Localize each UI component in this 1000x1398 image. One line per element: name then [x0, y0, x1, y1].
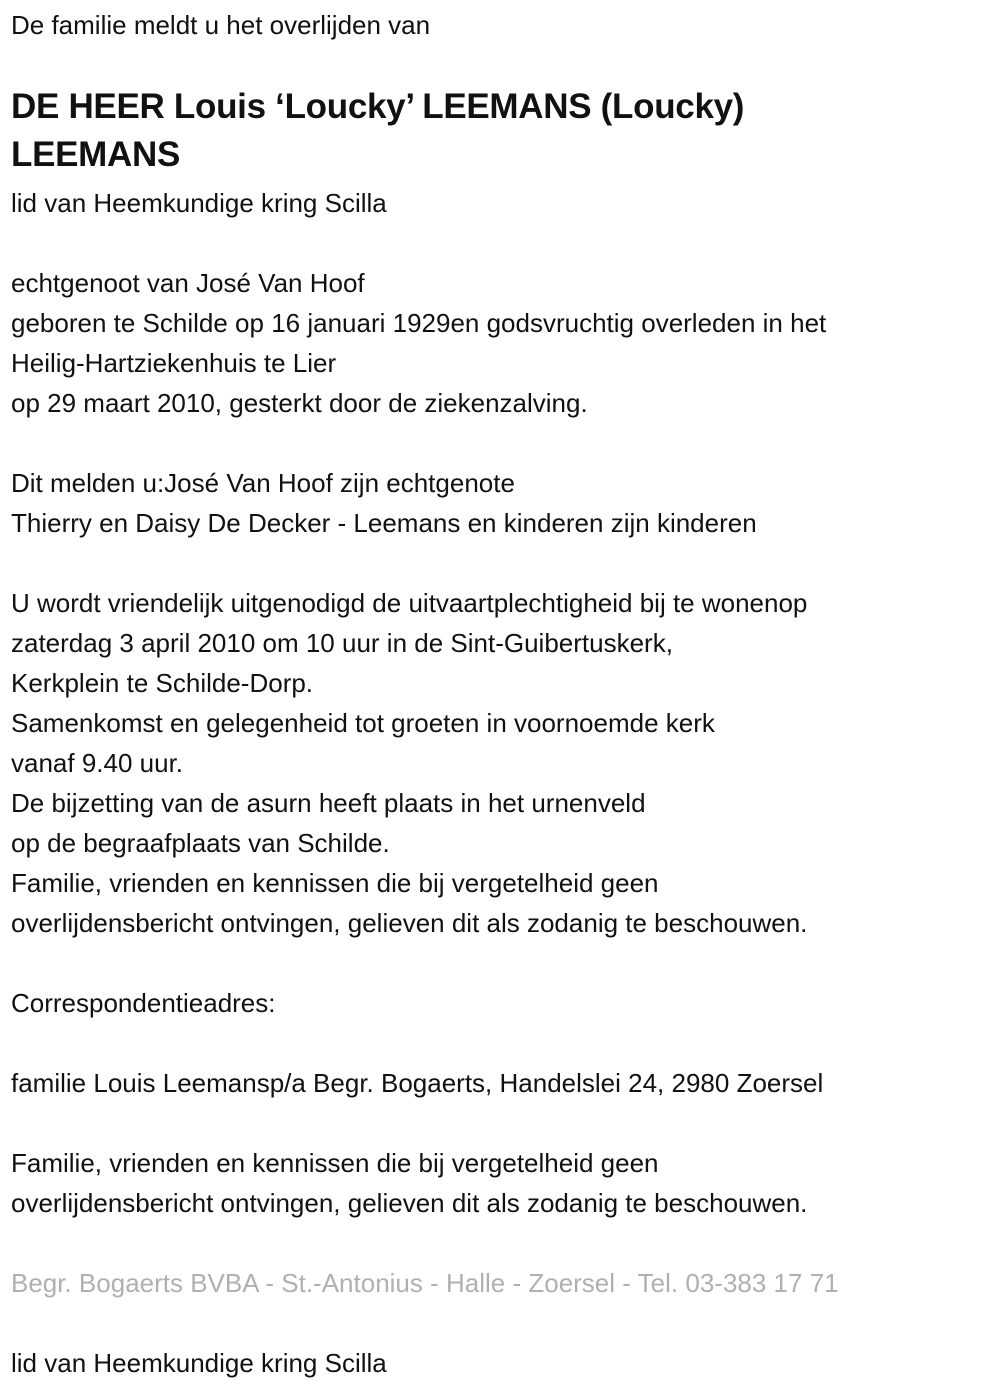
- ceremony-section: [11, 583, 1000, 943]
- ceremony-line: De bijzetting van de asurn heeft plaats in het urnenveld: [11, 788, 646, 818]
- notice-section: [11, 1143, 1000, 1223]
- notice-line: Familie, vrienden en kennissen die bij vergetelheid geen: [11, 1148, 659, 1178]
- deceased-name-heading: [11, 83, 1000, 179]
- ceremony-line: overlijdensbericht ontvingen, gelieven dit als zodanig te beschouwen.: [11, 908, 808, 938]
- membership-text: lid van Heemkundige kring Scilla: [11, 188, 387, 218]
- bio-line: echtgenoot van José Van Hoof: [11, 268, 365, 298]
- ceremony-line: zaterdag 3 april 2010 om 10 uur in de Sint-Guibertuskerk,: [11, 628, 673, 658]
- bio-section: [11, 263, 1000, 423]
- ceremony-line: op de begraafplaats van Schilde.: [11, 828, 390, 858]
- correspondence-address: familie Louis Leemansp/a Begr. Bogaerts, Handelslei 24, 2980 Zoersel: [11, 1068, 824, 1098]
- ceremony-line: U wordt vriendelijk uitgenodigd de uitvaartplechtigheid bij te wonenop: [11, 588, 808, 618]
- heading-line: DE HEER Louis ‘Loucky’ LEEMANS (Loucky): [11, 87, 745, 126]
- announcer-line: Dit melden u:José Van Hoof zijn echtgenote: [11, 468, 515, 498]
- footer-membership-text: lid van Heemkundige kring Scilla: [11, 1348, 387, 1378]
- announcers-section: [11, 463, 1000, 543]
- bio-line: op 29 maart 2010, gesterkt door de ziekenzalving.: [11, 388, 588, 418]
- bio-line: geboren te Schilde op 16 januari 1929en godsvruchtig overleden in het: [11, 308, 827, 338]
- ceremony-line: vanaf 9.40 uur.: [11, 748, 184, 778]
- funeral-home-credit: Begr. Bogaerts BVBA - St.-Antonius - Halle - Zoersel - Tel. 03-383 17 71: [11, 1268, 839, 1298]
- correspondence-label: Correspondentieadres:: [11, 988, 276, 1018]
- ceremony-line: Samenkomst en gelegenheid tot groeten in voornoemde kerk: [11, 708, 715, 738]
- intro-text: De familie meldt u het overlijden van: [11, 10, 431, 40]
- ceremony-line: Familie, vrienden en kennissen die bij vergetelheid geen: [11, 868, 659, 898]
- heading-line: LEEMANS: [11, 135, 181, 174]
- obituary-document: [11, 5, 1000, 1383]
- bio-line: Heilig-Hartziekenhuis te Lier: [11, 348, 337, 378]
- ceremony-line: Kerkplein te Schilde-Dorp.: [11, 668, 314, 698]
- notice-line: overlijdensbericht ontvingen, gelieven dit als zodanig te beschouwen.: [11, 1188, 808, 1218]
- announcer-line: Thierry en Daisy De Decker - Leemans en kinderen zijn kinderen: [11, 508, 757, 538]
